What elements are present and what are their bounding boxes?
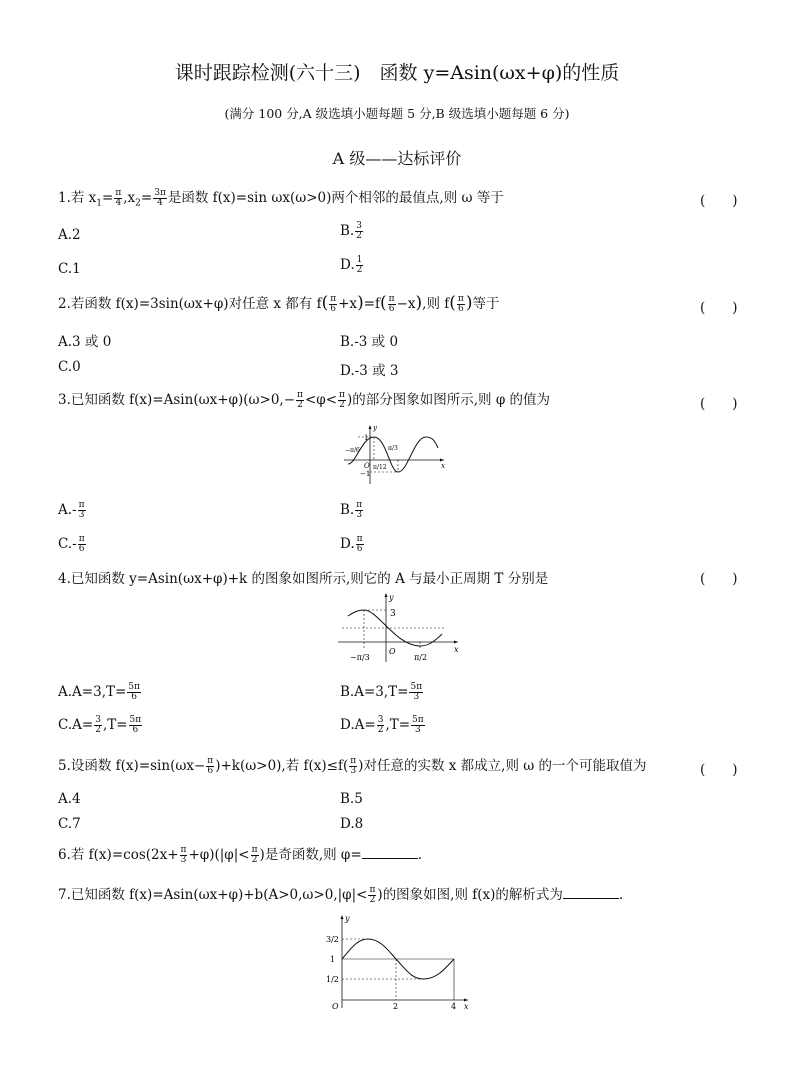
q2-option-d: D.-3 或 3 [340, 363, 399, 379]
answer-paren-3: ( ) [700, 396, 738, 412]
q7-graph [322, 912, 472, 1012]
q3-tick-neg-pi6: −π/6 [345, 447, 360, 454]
q7-x-label: x [464, 1002, 469, 1011]
answer-paren-5: ( ) [700, 762, 738, 778]
q4-tick-pi2: π/2 [414, 653, 428, 662]
q4-x-arrow-icon [454, 641, 458, 644]
question-5-stem: 5.设函数 f(x)=sin(ωx− $\frac{\pi}{6}$ )+k(ω>0),若 f(x)≤f( $\frac{\pi}{3}$ )对任意的实数 x 都成立,则 ω 的一个可能取值为 [58, 756, 647, 776]
q7-tick-four: 4 [451, 1002, 457, 1011]
q7-y-label: y [345, 914, 350, 923]
q3-y-arrow-icon [369, 425, 372, 429]
q7-tick-one: 1 [330, 955, 336, 964]
q4-x-label: x [454, 645, 459, 654]
q1-option-b: B. $\frac{3}{2}$ [340, 221, 362, 241]
q2-option-b: B.-3 或 0 [340, 334, 399, 350]
q4-y-arrow-icon [385, 593, 388, 597]
q5-option-d: D.8 [340, 816, 364, 832]
q4-tick-neg-pi3: −π/3 [350, 653, 370, 662]
question-7-stem: 7.已知函数 f(x)=Asin(ωx+φ)+b(A>0,ω>0,|φ|< $\frac{\pi}{2}$ )的图象如图,则 f(x)的解析式为 . [58, 885, 624, 905]
q7-tick-two: 2 [393, 1002, 399, 1011]
q4-y-label: y [389, 593, 394, 602]
answer-blank-6[interactable] [362, 846, 418, 859]
section-heading: A 级——达标评价 [332, 149, 462, 168]
q4-option-d: D.A= $\frac{3}{2}$ ,T= $\frac{5\pi}{3}$ [340, 715, 424, 735]
q3-y-label: y [373, 424, 377, 432]
q3-option-a: A.- $\frac{\pi}{3}$ [58, 500, 85, 520]
q7-tick-half: 1/2 [326, 975, 339, 984]
score-note: (满分 100 分,A 级选填小题每题 5 分,B 级选填小题每题 6 分) [224, 106, 570, 121]
answer-paren-2: ( ) [700, 300, 738, 316]
q3-tick-one: 1 [364, 434, 369, 442]
question-3-stem: 3.已知函数 f(x)=Asin(ωx+φ)(ω>0,− $\frac{\pi}{2}$ <φ< $\frac{\pi}{2}$ )的部分图象如图所示,则 φ 的值为 [58, 390, 551, 410]
q1-option-a: A.2 [58, 227, 81, 243]
q5-option-b: B.5 [340, 791, 363, 807]
q3-curve [348, 437, 438, 472]
q3-x-label: x [441, 462, 445, 470]
q3-option-d: D. $\frac{\pi}{6}$ [340, 534, 363, 554]
q2-option-c: C.0 [58, 359, 81, 375]
q4-origin: O [389, 647, 396, 656]
q4-tick-three: 3 [390, 609, 396, 619]
q2-option-a: A.3 或 0 [58, 334, 112, 350]
q4-option-b: B.A=3,T= $\frac{5\pi}{3}$ [340, 682, 423, 702]
q3-graph [340, 422, 450, 486]
q4-graph [334, 590, 464, 670]
question-6-stem: 6.若 f(x)=cos(2x+ $\frac{\pi}{3}$ +φ)(|φ|< $\frac{\pi}{2}$ )是奇函数,则 φ= . [58, 845, 422, 865]
q7-tick-three-half: 3/2 [326, 935, 339, 944]
q3-tick-neg-one: −1 [360, 470, 371, 478]
q7-y-arrow-icon [341, 915, 344, 919]
q3-option-b: B. $\frac{\pi}{3}$ [340, 500, 363, 520]
answer-blank-7[interactable] [563, 886, 619, 899]
q1-option-d: D. $\frac{1}{2}$ [340, 255, 363, 275]
q3-tick-pi12: π/12 [373, 464, 387, 471]
q3-option-c: C.- $\frac{\pi}{6}$ [58, 534, 85, 554]
q5-option-c: C.7 [58, 816, 81, 832]
q3-origin: O [364, 462, 370, 470]
question-4-stem: 4.已知函数 y=Asin(ωx+φ)+k 的图象如图所示,则它的 A 与最小正周期 T 分别是 [58, 571, 549, 587]
page-title: 课时跟踪检测(六十三) 函数 y=Asin(ωx+φ)的性质 [174, 62, 620, 84]
answer-paren-4: ( ) [700, 571, 738, 587]
q4-option-a: A.A=3,T= $\frac{5\pi}{6}$ [58, 682, 140, 702]
question-2-stem: 2.若函数 f(x)=3sin(ωx+φ)对任意 x 都有 f( $\frac{\pi}{6}$ +x)=f( $\frac{\pi}{6}$ −x),则 f( $\frac{\pi}{6}$ )等于 [58, 293, 500, 314]
q4-option-c: C.A= $\frac{3}{2}$ ,T= $\frac{5\pi}{6}$ [58, 715, 142, 735]
q3-tick-pi3: π/3 [388, 445, 398, 452]
q7-origin: O [332, 1002, 339, 1011]
question-1-stem: 1.若 $x_1=$ $\frac{\pi}{4}$ $,x_2=$ $\frac{3\pi}{4}$ 是函数 f(x)=sin ωx(ω>0)两个相邻的最值点,则 ω 等于 [58, 188, 504, 209]
q5-option-a: A.4 [58, 791, 81, 807]
q1-option-c: C.1 [58, 261, 81, 277]
answer-paren-1: ( ) [700, 193, 738, 209]
